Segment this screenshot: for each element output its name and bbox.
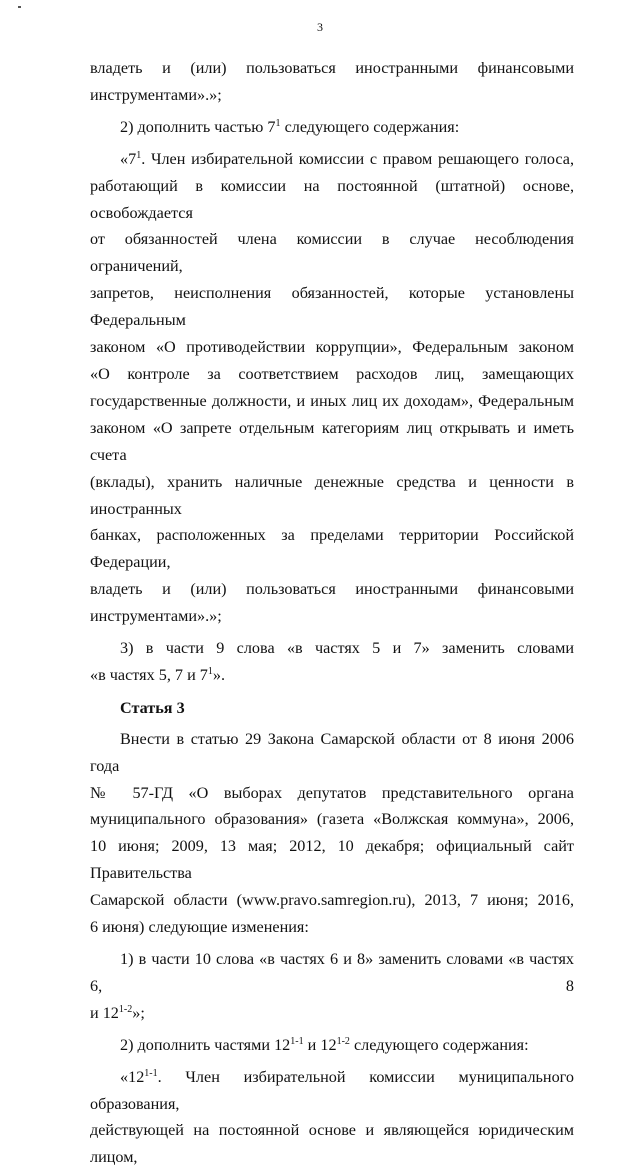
text-line: № 57-ГД «О выборах депутатов представительного органа (90, 783, 574, 802)
text-run: «7 (120, 149, 137, 168)
text-run: ». (212, 665, 226, 684)
superscript: 1-2 (118, 1003, 133, 1015)
superscript: 1 (207, 665, 213, 677)
text-run: «12 (120, 1067, 145, 1086)
text-line (90, 662, 574, 689)
text-line (90, 1064, 574, 1118)
text-line: от обязанностей члена комиссии в случае несоблюдения ограничений, (90, 230, 574, 276)
item-2-add-part-7-1 (90, 114, 574, 141)
text-line (90, 1000, 574, 1027)
text-line (90, 146, 574, 173)
text-line: Самарской области (www.pravo.samregion.ru), 2013, 7 июня; 2016, (90, 891, 574, 910)
superscript: 1-1 (144, 1067, 158, 1079)
quoted-part-7-1 (90, 146, 574, 630)
paragraph-previous-end (90, 55, 574, 109)
text-line: владеть и (или) пользоваться иностранными финансовыми (90, 580, 574, 599)
text-line: действующей на постоянной основе и являющейся юридическим лицом, (90, 1121, 574, 1167)
text-line: 1) в части 10 слова «в частях 6 и 8» заменить словами «в частях 6, 8 (90, 950, 574, 995)
text-run: следующего содержания: (349, 1035, 529, 1054)
text-run: следующего содержания: (280, 117, 460, 136)
text-line: законом «О запрете отдельным категориям лиц открывать и иметь счета (90, 418, 574, 464)
text-line: инструментами».»; (90, 85, 222, 104)
superscript: 1 (136, 149, 142, 161)
text-line: Внести в статью 29 Закона Самарской области от 8 июня 2006 года (90, 729, 574, 775)
item-2-add-parts-12 (90, 1032, 574, 1059)
quoted-part-12-1-1 (90, 1064, 574, 1171)
text-run: . Член избирательной комиссии с правом решающего голоса, (141, 149, 574, 168)
text-run: и 12 (90, 1003, 119, 1022)
superscript: 1-1 (290, 1035, 304, 1047)
text-run: 2) дополнить частями 12 (120, 1035, 291, 1054)
text-line: законом «О противодействии коррупции», Федеральным законом (90, 338, 574, 357)
scan-speck (18, 6, 21, 8)
item-1-part-10 (90, 946, 574, 1027)
text-line: «О контроле за соответствием расходов лиц, замещающих (90, 364, 574, 383)
text-line: государственные должности, и иных лиц их доходам», Федеральным (90, 391, 574, 410)
item-3-part-9 (90, 635, 574, 689)
text-run: и 12 (303, 1035, 337, 1054)
article-heading: Статья 3 (120, 698, 185, 717)
text-line: инструментами».»; (90, 607, 222, 626)
document-body (90, 55, 574, 1171)
text-run: «в частях 5, 7 и 7 (90, 665, 208, 684)
text-line: банках, расположенных за пределами территории Российской Федерации, (90, 526, 574, 572)
text-line: запретов, неисполнения обязанностей, которые установлены Федеральным (90, 284, 574, 330)
text-line: муниципального образования» (газета «Волжская коммуна», 2006, (90, 810, 574, 829)
superscript: 1-2 (336, 1035, 350, 1047)
article-3-intro (90, 726, 574, 941)
superscript: 1 (275, 117, 281, 129)
page-number: 3 (317, 20, 323, 34)
text-run: »; (132, 1003, 145, 1022)
text-line: владеть и (или) пользоваться иностранными финансовыми (90, 59, 574, 77)
text-run: 2) дополнить частью 7 (120, 117, 276, 136)
text-run: . Член избирательной комиссии муниципального образования, (90, 1067, 574, 1113)
text-line: 10 июня; 2009, 13 мая; 2012, 10 декабря; официальный сайт Правительства (90, 837, 574, 883)
text-line: 6 июня) следующие изменения: (90, 918, 309, 937)
text-line: 3) в части 9 слова «в частях 5 и 7» заменить словами (120, 639, 574, 658)
text-line: (вклады), хранить наличные денежные средства и ценности в иностранных (90, 472, 574, 518)
text-line: работающий в комиссии на постоянной (штатной) основе, освобождается (90, 176, 574, 222)
